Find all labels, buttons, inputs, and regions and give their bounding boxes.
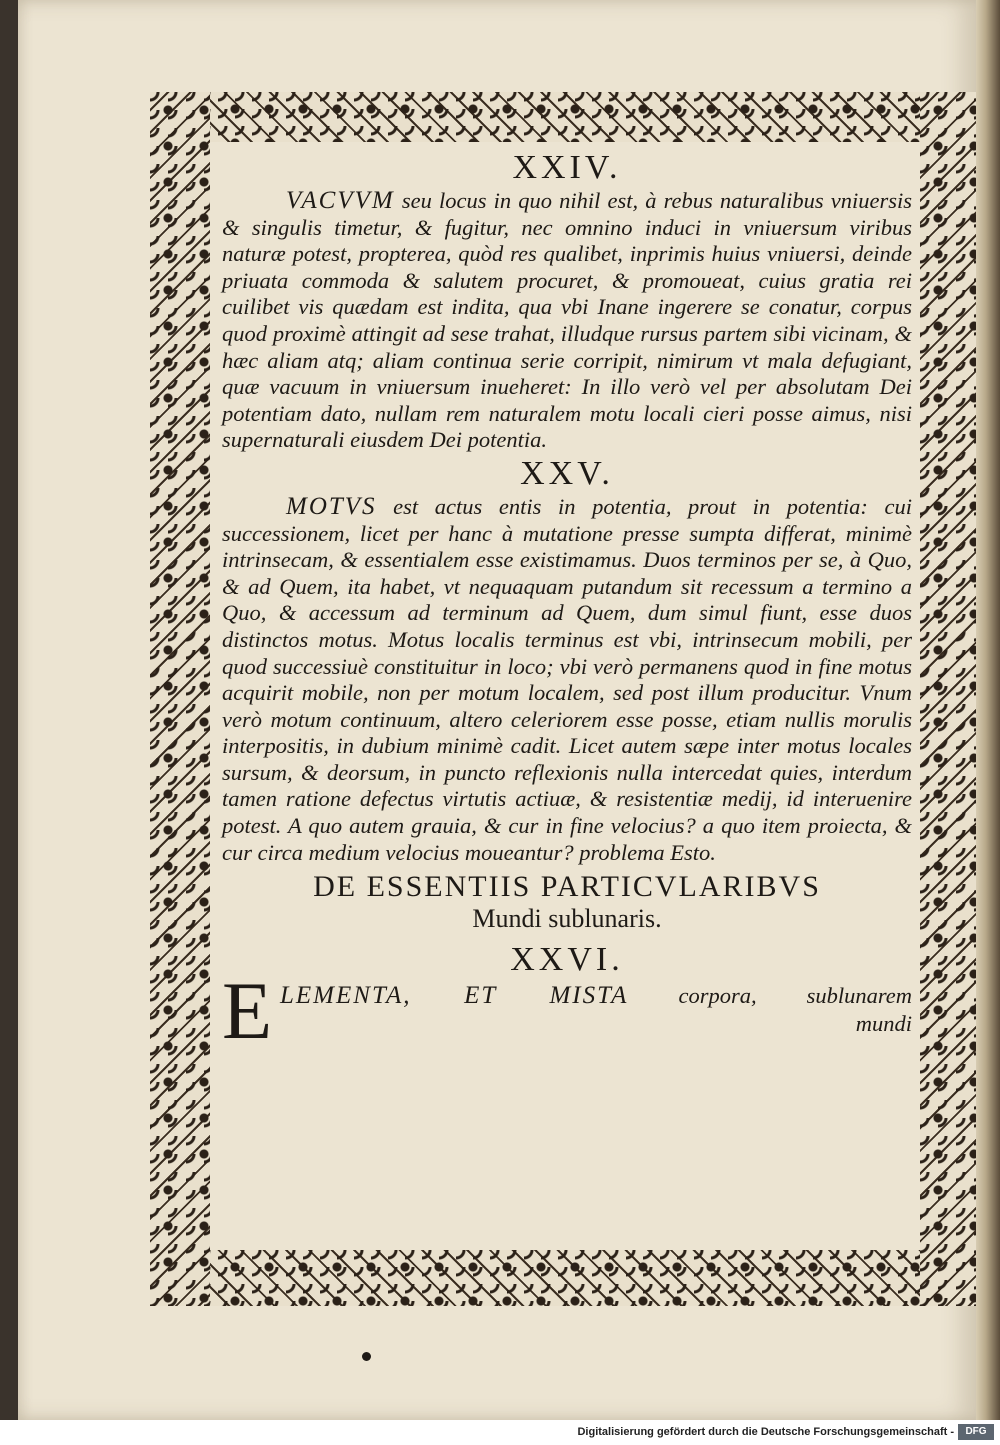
paragraph-lead-word: MOTVS [286,492,377,520]
paragraph-lead-word: VACVVM [286,187,395,214]
dfg-logo: DFG [958,1424,994,1440]
paragraph-vacuum [222,188,912,454]
section-number-xxvi: XXVI. [510,941,624,979]
viewer-background [0,0,18,1445]
page-edge [976,0,1000,1420]
ornament-border-right [920,92,980,1306]
section-number-xxv: XXV. [520,454,614,492]
catchword: mundi [855,1011,912,1037]
paragraph-body: corpora, sublunarem [678,983,912,1009]
page-text [222,148,912,1057]
ink-dot [362,1352,371,1361]
ornament-border-left [150,92,210,1306]
ornament-border-bottom [150,1250,982,1306]
footer-credit: Digitalisierung gefördert durch die Deutsche Forschungsgemeinschaft - [577,1426,954,1438]
paragraph-elementa [222,965,912,1057]
ornament-border-top [150,92,982,142]
footer-bar [0,1420,1000,1445]
book-page [18,0,976,1420]
paragraph-lead-word: LEMENTA, ET MISTA [280,982,629,1010]
drop-capital: E [222,965,273,1057]
section-number-xxiv: XXIV. [512,149,622,186]
paragraph-motus [222,494,912,866]
paragraph-first-line [280,982,912,1010]
paragraph-body: seu locus in quo nihil est, à rebus naturalibus vniuersis & singulis timetur, & fugitur, nec omnino induci in vniuersum viribus naturæ potest, propterea, quòd res qualibet, inprimis huius vniuersi, deinde priuata commoda & salutem procuret, & promoueat, cuius gratia rei cuilibet vis quædam est indita, qua vbi Inane ingerere se conatur, corpus quod proximè attingit ad sese trahat, illudque rursus partem sibi vicinam, & hæc aliam atq; aliam continua serie corripit, nimirum vt mala defugiant, quæ vacuum in vniuersum inueheret: In illo verò vel per absolutam Dei potentiam dato, nullam rem naturalem motu locali cieri posse aimus, nisi supernaturali eiusdem Dei potentia. [222,188,912,453]
paragraph-body: est actus entis in potentia, prout in potentia: cui successionem, licet per hanc à mutatione presse sumpta differat, minimè intrinsecam, & essentialem esse existimamus. Duos terminos per se, à Quo, & ad Quem, ita habet, vt nequaquam putandum sit recessum a termino a Quo, & accessum ad terminum ad Quem, dum simul fiunt, esse duos distinctos motus. Motus localis terminus est vbi, intrinsecum mobili, per quod successiuè constituitur in loco; vbi verò permanens quod in fine motus acquirit mobile, non per motum localem, sed post illum producitur. Vnum verò motum continuum, altero celeriorem esse posse, etiam nullis morulis interpositis, in dubium minimè cadit. Licet autem sæpe inter motus locales sursum, & deorsum, in puncto reflexionis nulla intercedat quies, interdum tamen ratione defectus virtutis actiuæ, & resistentiæ medij, id interuenire potest. A quo autem grauia, & cur in fine velocius? a quo item proiecta, & cur circa medium velocius moueantur? problema Esto. [222,493,912,865]
chapter-title: DE ESSENTIIS PARTICVLARIBVS [313,870,821,904]
chapter-subtitle: Mundi sublunaris. [472,904,662,934]
